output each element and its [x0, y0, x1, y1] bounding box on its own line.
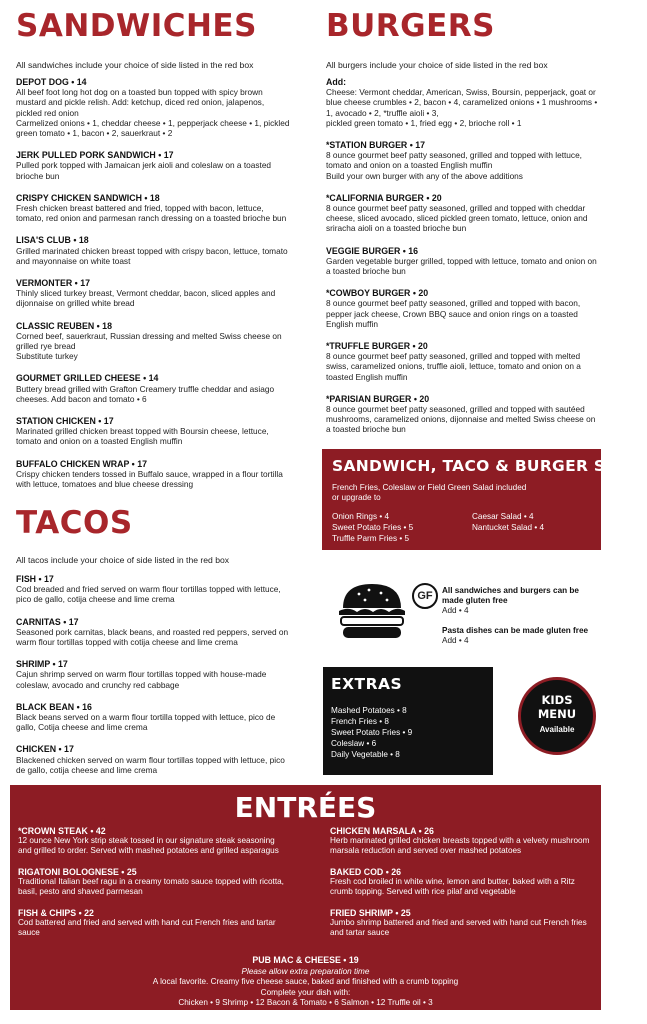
- menu-item: [18, 908, 288, 938]
- mac-price: 19: [348, 955, 359, 965]
- item-title-line: [326, 77, 601, 87]
- item-price: 26: [391, 867, 402, 877]
- item-title-line: CHICKEN MARSALA • 26: [330, 826, 434, 836]
- item-price: 17: [103, 416, 114, 427]
- extras-box: [323, 667, 493, 775]
- menu-item: [16, 77, 291, 138]
- menu-item: [326, 246, 601, 277]
- item-title-line: BUFFALO CHICKEN WRAP • 17: [16, 458, 147, 469]
- item-description: Corned beef, sauerkraut, Russian dressing and melted Swiss cheese on grilled rye bread Substitute turkey: [16, 330, 282, 362]
- item-price: 20: [418, 341, 428, 352]
- item-name: CARNITAS: [16, 616, 61, 627]
- sandwich-list: [16, 77, 291, 501]
- menu-item: [326, 341, 601, 382]
- menu-item: [16, 617, 291, 648]
- item-name: CHICKEN: [16, 744, 57, 755]
- tacos-heading: TACOS: [16, 505, 133, 541]
- sandwiches-heading: SANDWICHES: [16, 8, 257, 44]
- menu-item: [326, 140, 601, 181]
- item-name: *STATION BURGER: [326, 140, 408, 151]
- item-description: Pulled pork topped with Jamaican jerk aioli and coleslaw on a toasted brioche bun: [16, 160, 272, 181]
- item-description: Cod battered and fried and served with hand cut French fries and tartar sauce: [18, 918, 276, 937]
- mac-addons: Chicken • 9 Shrimp • 12 Bacon & Tomato • 6 Salmon • 12 Truffle oil • 3: [178, 998, 433, 1007]
- item-name: JERK PULLED PORK SANDWICH: [16, 150, 156, 161]
- entree-list-right: [330, 826, 595, 949]
- item-price: 17: [163, 150, 174, 161]
- item-name: *PARISIAN BURGER: [326, 393, 412, 404]
- item-title-line: *COWBOY BURGER • 20: [326, 288, 429, 299]
- item-description: 8 ounce gourmet beef patty seasoned, grilled and topped with sautéed mushrooms, caramelized onions, dijonnaise and melted Swiss cheese on a toasted brioche bun: [326, 404, 596, 435]
- item-price: 16: [82, 701, 92, 712]
- item-title-line: *CALIFORNIA BURGER • 20: [326, 192, 442, 203]
- menu-item: [16, 321, 291, 362]
- menu-item: [16, 278, 291, 309]
- item-name: *COWBOY BURGER: [326, 288, 411, 299]
- sides-options: [332, 511, 591, 544]
- item-title-line: SHRIMP • 17: [16, 659, 68, 670]
- item-name: BUFFALO CHICKEN WRAP: [16, 458, 130, 469]
- item-name: Add:: [326, 77, 347, 87]
- item-title-line: GOURMET GRILLED CHEESE • 14: [16, 373, 159, 384]
- menu-item: [16, 702, 291, 733]
- menu-item: [16, 235, 291, 266]
- item-description: Traditional Italian beef ragu in a creamy tomato sauce topped with ricotta, basil, pesto and shaved parmesan: [18, 877, 284, 896]
- gf-line2: Pasta dishes can be made gluten free: [442, 626, 589, 635]
- item-price: 42: [95, 826, 106, 836]
- item-name: RIGATONI BOLOGNESE: [18, 867, 119, 877]
- item-price: 17: [415, 140, 426, 151]
- item-title-line: JERK PULLED PORK SANDWICH • 17: [16, 150, 174, 161]
- entree-list-left: [18, 826, 288, 949]
- item-price: 16: [408, 245, 419, 256]
- item-title-line: STATION CHICKEN • 17: [16, 416, 114, 427]
- kids-title-2: MENU: [537, 707, 577, 721]
- item-title-line: RIGATONI BOLOGNESE • 25: [18, 867, 137, 877]
- item-price: 18: [78, 235, 89, 246]
- item-price: 14: [148, 373, 159, 384]
- extra-item: Mashed Potatoes • 8: [331, 706, 407, 715]
- menu-item: [326, 77, 601, 128]
- menu-item: [16, 373, 291, 404]
- menu-item: [330, 826, 595, 856]
- item-description: Jumbo shrimp battered and fried and served with hand cut French fries and tartar sauce: [330, 918, 587, 937]
- item-price: 20: [419, 393, 430, 404]
- mac-desc: A local favorite. Creamy five cheese sauce, baked and finished with a crumb topping: [152, 977, 459, 986]
- item-description: Cajun shrimp served on warm flour tortillas topped with house-made coleslaw, avocado and crunchy red cabbage: [16, 669, 267, 690]
- mac-complete: Complete your dish with:: [260, 987, 351, 997]
- sides-intro: French Fries, Coleslaw or Field Green Salad included or upgrade to: [332, 483, 527, 502]
- side-option: Onion Rings • 4: [332, 512, 390, 521]
- item-description: Fresh chicken breast battered and fried, topped with bacon, lettuce, tomato, red onion and parmesan ranch dressing on a toasted brioche bun: [16, 203, 287, 224]
- menu-item: [330, 867, 595, 897]
- tacos-intro: All tacos include your choice of side listed in the red box: [16, 555, 230, 565]
- menu-item: [326, 394, 601, 435]
- item-price: 26: [424, 826, 434, 836]
- entrees-section: [10, 785, 601, 1010]
- gluten-free-note: [442, 586, 602, 646]
- item-title-line: VERMONTER • 17: [16, 278, 90, 289]
- item-description: 12 ounce New York strip steak tossed in our signature steak seasoning and grilled to order. Served with mashed potatoes and grilled asparagus: [18, 836, 279, 855]
- item-title-line: *TRUFFLE BURGER • 20: [326, 341, 428, 352]
- item-title-line: CLASSIC REUBEN • 18: [16, 320, 112, 331]
- side-option: Truffle Parm Fries • 5: [332, 534, 410, 543]
- item-title-line: CHICKEN • 17: [16, 744, 74, 755]
- item-title-line: CRISPY CHICKEN SANDWICH • 18: [16, 192, 160, 203]
- item-title-line: *CROWN STEAK • 42: [18, 826, 106, 836]
- item-description: Black beans served on a warm flour tortilla topped with lettuce, pico de gallo, Cotija cheese and lime crema: [16, 712, 276, 733]
- item-price: 17: [137, 458, 147, 469]
- item-description: 8 ounce gourmet beef patty seasoned, grilled and topped with cheddar cheese, sliced avocado, sliced pickled green tomato, lettuce, onion and sriracha aioli on a toasted brioche bun: [326, 203, 588, 234]
- item-description: Grilled marinated chicken breast topped with crispy bacon, lettuce, tomato and mayonnaise on white toast: [16, 245, 288, 266]
- item-price: 20: [418, 288, 429, 299]
- item-name: FISH: [16, 574, 37, 584]
- item-description: 8 ounce gourmet beef patty seasoned, grilled and topped with melted swiss, caramelized onions, truffle aioli, lettuce, tomato and onion on a toasted English muffin: [326, 351, 581, 382]
- item-name: *TRUFFLE BURGER: [326, 341, 411, 352]
- item-name: BLACK BEAN: [16, 701, 75, 712]
- item-name: DEPOT DOG: [16, 77, 69, 87]
- item-title-line: BLACK BEAN • 16: [16, 701, 92, 712]
- item-price: 17: [80, 278, 90, 289]
- sandwiches-intro: All sandwiches include your choice of side listed in the red box: [16, 60, 254, 70]
- item-price: 22: [84, 908, 94, 918]
- menu-item: [16, 459, 291, 490]
- burger-list: [326, 77, 601, 447]
- item-description: All beef foot long hot dog on a toasted bun topped with spicy brown mustard and pickle relish. Add: ketchup, diced red onion, jalapenos, pickled red onion Carmelized onions • 1, cheddar cheese • 1, pepperjack cheese • 1, pickled green tomato • 1, bacon • 2, sauerkraut • 2: [16, 87, 290, 139]
- extras-list: [331, 705, 485, 760]
- item-name: LISA'S CLUB: [16, 235, 71, 246]
- item-price: 18: [102, 320, 112, 331]
- mac-note: Please allow extra preparation time: [241, 966, 370, 976]
- item-description: Blackened chicken served on warm flour tortillas topped with lettuce, pico de gallo, cotija cheese and lime crema: [16, 754, 285, 775]
- item-price: 25: [126, 867, 137, 877]
- mac-and-cheese: PUB MAC & CHEESE • 19 Please allow extra preparation time A local favorite. Creamy five cheese sauce, baked and finished with a crumb topping Complete your dish with: Chicken • 9 Shrimp • 12 Bacon & Tomato • 6 Salmon • 12 Truffle oil • 3: [152, 955, 459, 1007]
- item-title-line: BAKED COD • 26: [330, 867, 402, 877]
- kids-menu-badge: [518, 677, 596, 755]
- item-title-line: FISH • 17: [16, 574, 54, 584]
- menu-item: [16, 744, 291, 775]
- menu-item: [16, 574, 291, 605]
- item-description: Marinated grilled chicken breast topped with Boursin cheese, lettuce, tomato and onion on a toasted English muffin: [16, 426, 269, 447]
- item-name: GOURMET GRILLED CHEESE: [16, 373, 141, 384]
- item-name: FRIED SHRIMP: [330, 908, 393, 918]
- gf-line2-add: Add • 4: [442, 636, 469, 645]
- item-price: 17: [44, 574, 54, 584]
- burger-illustration-icon: [335, 578, 409, 644]
- extra-item: French Fries • 8: [331, 717, 389, 726]
- item-name: VERMONTER: [16, 278, 73, 289]
- gf-line1: All sandwiches and burgers can be made gluten free: [442, 586, 579, 605]
- item-description: Crispy chicken tenders tossed in Buffalo sauce, wrapped in a flour tortilla with lettuce, tomatoes and blue cheese dressing: [16, 468, 283, 490]
- entrees-heading: ENTRÉES: [234, 791, 377, 824]
- item-description: Herb marinated grilled chicken breasts topped with a velvety mushroom marsala reduction and served over mashed potatoes: [330, 836, 590, 855]
- item-name: STATION CHICKEN: [16, 416, 96, 427]
- item-price: 25: [400, 908, 411, 918]
- menu-item: [18, 867, 288, 897]
- menu-item: [16, 416, 291, 447]
- kids-title-1: KIDS: [541, 693, 573, 707]
- menu-item: [18, 826, 288, 856]
- item-price: 17: [64, 744, 74, 755]
- side-option: Sweet Potato Fries • 5: [332, 523, 414, 532]
- item-title-line: LISA'S CLUB • 18: [16, 235, 89, 246]
- item-name: CRISPY CHICKEN SANDWICH: [16, 192, 142, 203]
- menu-item: [16, 150, 291, 181]
- item-description: 8 ounce gourmet beef patty seasoned, grilled and topped with bacon, pepper jack cheese, Crown BBQ sauce and onion rings on a toasted English muffin: [326, 298, 581, 329]
- extras-heading: EXTRAS: [331, 675, 403, 693]
- item-price: 17: [58, 659, 68, 670]
- item-description: Buttery bread grilled with Grafton Creamery truffle cheddar and asiago cheeses. Add bacon and tomato • 6: [16, 383, 275, 404]
- item-price: 14: [76, 77, 87, 87]
- item-description: Cod breaded and fried served on warm flour tortillas topped with lettuce, pico de gallo, cotija cheese and lime crema: [16, 584, 281, 605]
- item-title-line: DEPOT DOG • 14: [16, 77, 87, 87]
- item-title-line: VEGGIE BURGER • 16: [326, 245, 419, 256]
- sides-heading: SANDWICH, TACO & BURGER SIDES: [332, 457, 647, 475]
- item-title-line: *STATION BURGER • 17: [326, 140, 426, 151]
- extra-item: Coleslaw • 6: [331, 739, 377, 748]
- side-option: Caesar Salad • 4: [472, 512, 534, 521]
- item-description: Fresh cod broiled in white wine, lemon and butter, baked with a Ritz crumb topping. Served with rice pilaf and vegetable: [330, 877, 575, 896]
- menu-item: [330, 908, 595, 938]
- mac-title: PUB MAC & CHEESE: [252, 955, 341, 965]
- item-title-line: CARNITAS • 17: [16, 616, 79, 627]
- item-description: Cheese: Vermont cheddar, American, Swiss, Boursin, pepperjack, goat or blue cheese crumbles • 2, bacon • 4, caramelized onions • 1 mushrooms • 1, avocado • 2, *truffle aioli • 3, pickled green tomato • 1, fried egg • 2, brioche roll • 1: [326, 87, 598, 128]
- menu-item: [16, 659, 291, 690]
- menu-item: [326, 193, 601, 234]
- gluten-free-badge: GF: [412, 583, 438, 609]
- burgers-heading: BURGERS: [326, 8, 495, 44]
- item-price: 17: [68, 616, 79, 627]
- item-name: *CROWN STEAK: [18, 826, 88, 836]
- item-description: Seasoned pork carnitas, black beans, and roasted red peppers, served on warm flour tortillas topped with cotija cheese and lime crema: [16, 626, 289, 648]
- item-title-line: FRIED SHRIMP • 25: [330, 908, 411, 918]
- item-description: Thinly sliced turkey breast, Vermont cheddar, bacon, sliced apples and dijonnaise on grilled white bread: [16, 288, 276, 309]
- item-name: SHRIMP: [16, 659, 51, 670]
- burgers-intro: All burgers include your choice of side listed in the red box: [326, 60, 548, 70]
- extra-item: Daily Vegetable • 8: [331, 750, 400, 759]
- item-name: VEGGIE BURGER: [326, 245, 401, 256]
- item-price: 18: [149, 192, 160, 203]
- extra-item: Sweet Potato Fries • 9: [331, 728, 413, 737]
- item-name: FISH & CHIPS: [18, 908, 77, 918]
- taco-list: [16, 574, 291, 787]
- item-title-line: FISH & CHIPS • 22: [18, 908, 94, 918]
- item-description: Garden vegetable burger grilled, topped with lettuce, tomato and onion on a toasted brioche bun: [326, 255, 597, 277]
- item-description: 8 ounce gourmet beef patty seasoned, grilled and topped with lettuce, tomato and onion on a toasted English muffin Build your own burger with any of the above additions: [326, 150, 582, 181]
- item-name: CLASSIC REUBEN: [16, 320, 95, 331]
- item-title-line: *PARISIAN BURGER • 20: [326, 393, 430, 404]
- sides-box: [322, 449, 647, 550]
- item-name: CHICKEN MARSALA: [330, 826, 417, 836]
- item-name: *CALIFORNIA BURGER: [326, 192, 424, 203]
- menu-item: [326, 288, 601, 329]
- side-option: Nantucket Salad • 4: [472, 523, 545, 532]
- item-price: 20: [431, 192, 442, 203]
- kids-subtitle: Available: [539, 725, 575, 734]
- item-name: BAKED COD: [330, 867, 384, 877]
- gf-line1-add: Add • 4: [442, 606, 469, 615]
- menu-item: [16, 193, 291, 224]
